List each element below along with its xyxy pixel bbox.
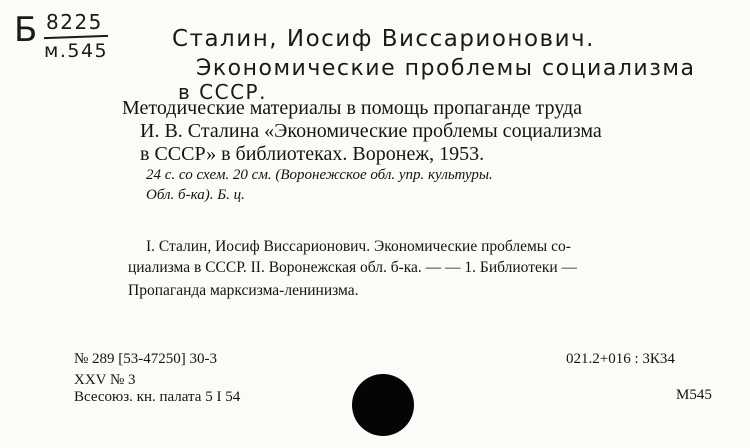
- shelf-rule: [44, 35, 108, 39]
- subject-heading-line2: циализма в СССР. II. Воронежская обл. б-ка. — — 1. Библиотеки —: [128, 259, 578, 276]
- physical-description-2: Обл. б-ка). Б. ц.: [146, 187, 245, 203]
- entry-title-continuation-2: в СССР» в библиотеках. Воронеж, 1953.: [140, 143, 485, 165]
- entry-title-continuation-1: И. В. Сталина «Экономические проблемы социализма: [140, 120, 602, 142]
- handwritten-author: Сталин, Иосиф Виссарионович.: [172, 26, 595, 52]
- shelf-number: 8225: [46, 10, 103, 34]
- handwritten-title-line2: в СССР.: [178, 80, 267, 104]
- punch-hole: [352, 374, 414, 436]
- shelf-sub-number: м.545: [44, 40, 109, 62]
- classification-code: 021.2+016 : 3К34: [566, 351, 675, 367]
- physical-description-1: 24 с. со схем. 20 см. (Воронежское обл. упр. культуры.: [146, 167, 493, 183]
- registration-number: № 289 [53-47250] 30-3: [74, 351, 218, 367]
- subject-heading-line1: I. Сталин, Иосиф Виссарионович. Экономические проблемы со-: [146, 238, 571, 255]
- stock-code: М545: [676, 387, 712, 403]
- handwritten-title-line1: Экономические проблемы социализма: [196, 56, 696, 81]
- book-chamber-date: Всесоюз. кн. палата 5 I 54: [74, 389, 241, 405]
- shelf-letter: Б: [14, 10, 38, 50]
- subject-heading-line3: Пропаганда марксизма-ленинизма.: [128, 282, 359, 299]
- entry-title-main: Методические материалы в помощь пропаганде труда: [122, 97, 583, 119]
- registration-volume: XXV № 3: [74, 372, 136, 388]
